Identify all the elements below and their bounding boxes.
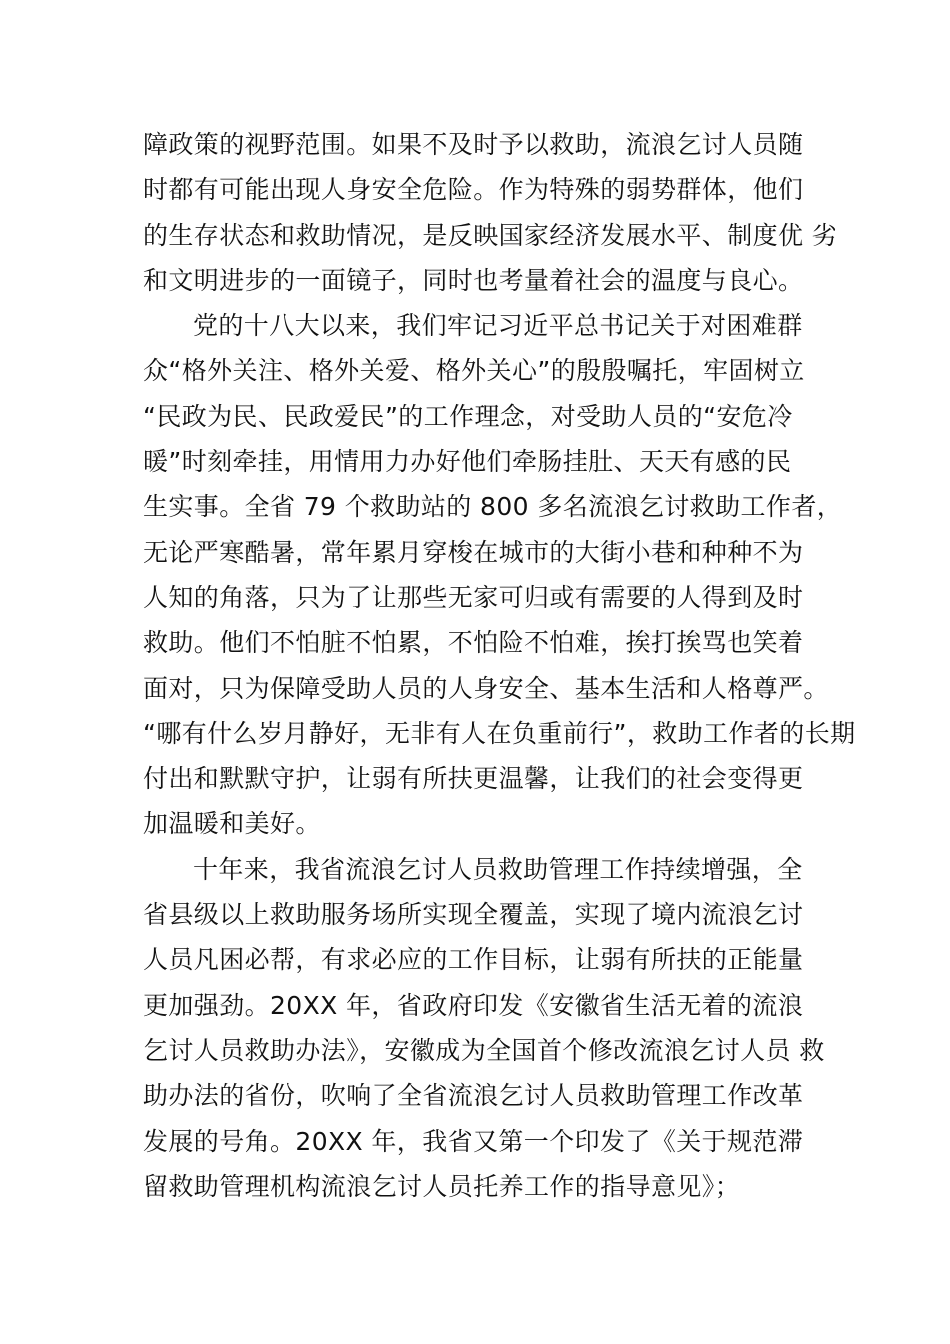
text-line: 无论严寒酷暑，常年累月穿梭在城市的大街小巷和种种不为 bbox=[143, 537, 804, 567]
body-text bbox=[143, 122, 856, 1209]
text-line: 面对，只为保障受助人员的人身安全、基本生活和人格尊严。 bbox=[143, 673, 829, 703]
text-line: 人员凡困必帮，有求必应的工作目标，让弱有所扶的正能量 bbox=[143, 945, 804, 975]
text-line: 留救助管理机构流浪乞讨人员托养工作的指导意见》； bbox=[143, 1171, 741, 1201]
text-line: 付出和默默守护，让弱有所扶更温馨，让我们的社会变得更 bbox=[143, 764, 804, 794]
text-line: 障政策的视野范围。如果不及时予以救助，流浪乞讨人员随 bbox=[143, 130, 804, 159]
text-line: 人知的角落，只为了让那些无家可归或有需要的人得到及时 bbox=[143, 582, 804, 612]
text-line: “哪有什么岁月静好，无非有人在负重前行”，救助工作者的长期 bbox=[143, 718, 856, 748]
text-line: 和文明进步的一面镜子，同时也考量着社会的温度与良心。 bbox=[143, 265, 804, 295]
paragraph-first-line: 党的十八大以来，我们牢记习近平总书记关于对困难群 bbox=[193, 311, 803, 341]
text-line: 乞讨人员救助办法》，安徽成为全国首个修改流浪乞讨人员 救 bbox=[143, 1035, 825, 1065]
text-line: 众“格外关注、格外关爱、格外关心”的殷殷嘱托，牢固树立 bbox=[143, 356, 805, 386]
text-line: 更加强劲。20XX 年，省政府印发《安徽省生活无着的流浪 bbox=[143, 990, 804, 1020]
text-line: 时都有可能出现人身安全危险。作为特殊的弱势群体，他们 bbox=[143, 175, 804, 205]
text-line: 加温暖和美好。 bbox=[143, 809, 321, 839]
text-line: 生实事。全省 79 个救助站的 800 多名流浪乞讨救助工作者， bbox=[143, 492, 843, 522]
text-line: “民政为民、民政爱民”的工作理念，对受助人员的“安危冷 bbox=[143, 401, 793, 431]
paragraph-first-line: 十年来，我省流浪乞讨人员救助管理工作持续增强，全 bbox=[193, 854, 803, 884]
text-line: 发展的号角。20XX 年，我省又第一个印发了《关于规范滞 bbox=[143, 1126, 804, 1156]
text-line: 省县级以上救助服务场所实现全覆盖，实现了境内流浪乞讨 bbox=[143, 900, 804, 930]
text-line: 的生存状态和救助情况，是反映国家经济发展水平、制度优 劣 bbox=[143, 220, 838, 250]
text-line: 助办法的省份，吹响了全省流浪乞讨人员救助管理工作改革 bbox=[143, 1081, 804, 1111]
text-line: 暖”时刻牵挂，用情用力办好他们牵肠挂肚、天天有感的民 bbox=[143, 447, 792, 477]
text-line: 救助。他们不怕脏不怕累，不怕险不怕难，挨打挨骂也笑着 bbox=[143, 628, 804, 658]
